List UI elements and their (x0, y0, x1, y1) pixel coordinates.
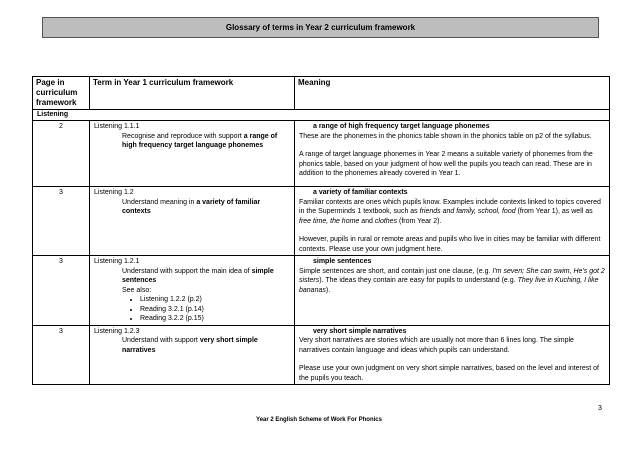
meaning-text: and (359, 217, 375, 225)
section-row (33, 110, 610, 121)
meaning-paragraph (299, 198, 605, 227)
meaning-title: a variety of familiar contexts (313, 189, 408, 196)
meaning-text: Familiar contexts are ones which pupils know. Examples include contexts linked to topics covered in the Superminds 1 textbook, such as (299, 198, 601, 215)
meaning-paragraph: However, pupils in rural or remote areas and pupils who live in cities may be familiar with different contexts. Please use your own judgment here. (299, 236, 601, 253)
table-row (33, 325, 610, 385)
term-code: Listening 1.2.1 (94, 258, 140, 265)
page-cell: 3 (33, 325, 90, 385)
meaning-italic: friends and family, school, food (419, 208, 516, 215)
list-item: • Reading 3.2.2 (p.15) (140, 314, 290, 324)
meaning-paragraph: Please use your own judgment on very short simple narratives, based on the level and interest of the pupils you teach. (299, 365, 599, 382)
table-row (33, 256, 610, 326)
meaning-text: (from Year 2). (397, 217, 442, 225)
term-code: Listening 1.2 (94, 189, 134, 196)
term-cell (90, 121, 295, 187)
section-label: Listening (33, 110, 610, 121)
term-bold: a variety of familiar contexts (122, 198, 261, 215)
list-item: • Listening 1.2.2 (p.2) (140, 295, 290, 305)
page-number: 3 (598, 405, 602, 412)
header-page: Page in curriculum framework (33, 77, 90, 110)
page-cell: 3 (33, 187, 90, 256)
meaning-title: very short simple narratives (313, 327, 407, 335)
table-row (33, 187, 610, 256)
list-item: • Reading 3.2.1 (p.14) (140, 305, 290, 315)
page-cell: 3 (33, 256, 90, 326)
glossary-table (32, 76, 610, 385)
page-cell: 2 (33, 121, 90, 187)
term-plain: Understand meaning in (122, 198, 197, 206)
term-code: Listening 1.2.3 (94, 327, 140, 335)
table-row (33, 121, 610, 187)
meaning-cell (295, 325, 610, 385)
header-term: Term in Year 1 curriculum framework (90, 77, 295, 110)
term-bold: very short simple narratives (122, 337, 258, 354)
meaning-paragraph: A range of target language phonemes in Year 2 means a suitable variety of phonemes from the phonics table, based on your judgment of how well the pupils you teach can read. These are in addition to the phonemes already covered in Year 1. (299, 151, 593, 177)
meaning-italic: free time, the home (299, 217, 360, 225)
term-text (94, 198, 290, 217)
meaning-text: ). (325, 286, 331, 294)
meaning-cell (295, 256, 610, 326)
term-cell (90, 187, 295, 256)
term-text (94, 267, 290, 286)
meaning-paragraph: These are the phonemes in the phonics table shown in the phonics table on p2 of the syllabus. (299, 132, 592, 140)
term-bold: a range of high frequency target language phonemes (122, 132, 278, 149)
meaning-italic: They live in Kuching, I like bananas (299, 277, 599, 294)
meaning-title: a range of high frequency target language phonemes (313, 123, 490, 130)
meaning-title: simple sentences (313, 258, 372, 265)
meaning-paragraph: Very short narratives are stories which are usually not more than 6 lines long. The simple narratives contain language and ideas which pupils can understand. (299, 337, 574, 354)
meaning-text: (from Year 1), as well as (515, 208, 593, 215)
term-text (94, 132, 290, 151)
page-footer: Year 2 English Scheme of Work For Phonics (256, 417, 382, 423)
meaning-cell (295, 187, 610, 256)
term-text (94, 336, 290, 355)
term-plain: Recognise and reproduce with support (122, 132, 244, 140)
meaning-cell (295, 121, 610, 187)
term-bold: simple sentences (122, 267, 274, 284)
term-code: Listening 1.1.1 (94, 123, 140, 130)
see-also-list (94, 295, 290, 324)
term-cell (90, 325, 295, 385)
meaning-text: Simple sentences are short, and contain just one clause, (e.g. (299, 267, 493, 275)
page-title: Glossary of terms in Year 2 curriculum framework (42, 17, 599, 38)
term-cell (90, 256, 295, 326)
term-plain: Understand with support the main idea of (122, 267, 252, 275)
header-meaning: Meaning (295, 77, 610, 110)
meaning-italic: clothes (374, 217, 398, 225)
meaning-text: ). The ideas they contain are easy for pupils to understand (e.g. (319, 277, 518, 284)
see-also-label: See also: (122, 286, 152, 294)
meaning-italic: I'm seven; She can swim, He's got 2 sisters (299, 267, 605, 284)
term-plain: Understand with support (122, 337, 200, 344)
header-row (33, 77, 610, 110)
meaning-paragraph (299, 267, 605, 296)
